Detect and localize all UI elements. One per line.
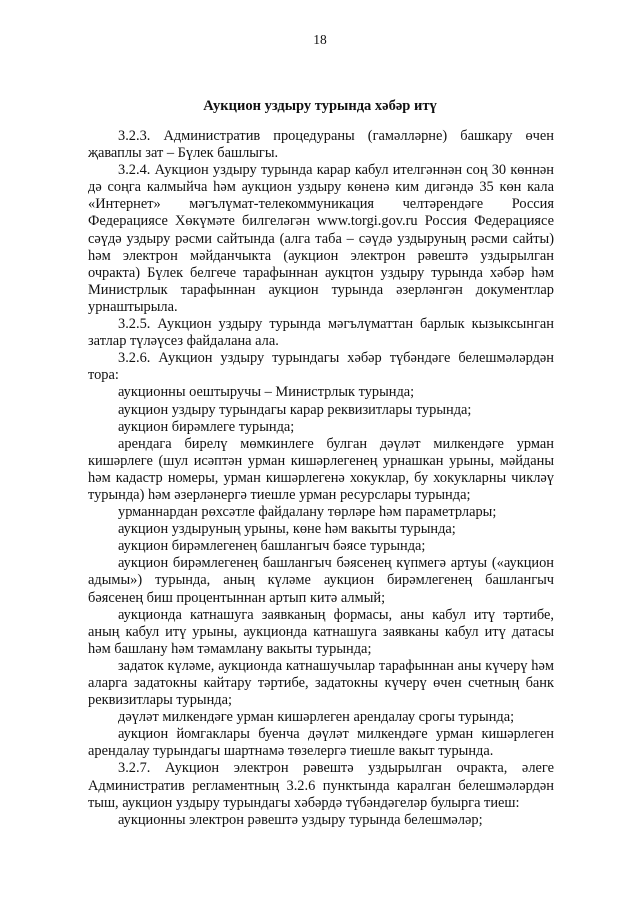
list-item-electronic-auction: аукционны электрон рәвештә уздыру турында белешмәләр;	[118, 811, 483, 828]
list-item-organizer: аукционны оештыручы – Министрлык турында;	[118, 384, 415, 401]
list-item-contract-time: аукцион йомгаклары буенча дәүләт милкендәге урман кишәрлеген арендалау турындагы шартнамә төзелергә тиешле вакыт турында.	[88, 726, 554, 760]
list-item-lease-term: дәүләт милкендәге урман кишәрлеген арендалау срогы турында;	[118, 709, 515, 726]
document-body	[88, 128, 554, 829]
list-item-starting-price: аукцион бирәмлегенең башлангыч бәясе турында;	[118, 538, 426, 555]
list-item-decision-details: аукцион уздыру турындагы карар реквизитлары турында;	[118, 401, 472, 418]
list-item-application-form: аукционда катнашуга заявканың формасы, аны кабул итү тәртибе, аның кабул итү урыны, аукционда катнашуга заявканы кабул итү датасы һәм башлану һәм тәмамлану вакыты турында;	[88, 606, 554, 657]
section-heading: Аукцион уздыру турында хәбәр итү	[203, 98, 437, 114]
list-item-auction-step: аукцион бирәмлегенең башлангыч бәясенең күпмегә артуы («аукцион адымы») турында, аның күләме аукцион бирәмлегенең башлангыч бәясенең биш процентыннан артып китә алмый;	[88, 555, 554, 606]
paragraph-3-2-7: 3.2.7. Аукцион электрон рәвештә уздырылган очракта, әлеге Административ регламентның 3.2.6 пунктында каралган белешмәләрдән тыш, аукцион уздыру турындагы хәбәрдә түбәндәгеләр булырга тиеш:	[88, 760, 554, 811]
paragraph-3-2-3: 3.2.3. Административ процедураны (гамәлләрне) башкару өчен җаваплы зат – Бүлек башлыгы.	[88, 128, 554, 162]
list-item-usage-types: урманнардан рөхсәтле файдалану төрләре һәм параметрлары;	[118, 504, 497, 521]
page-number: 18	[313, 32, 327, 47]
paragraph-3-2-5: 3.2.5. Аукцион уздыру турында мәгълүматтан барлык кызыксынган затлар түләүсез файдалана ала.	[88, 316, 554, 350]
list-item-deposit: задаток күләме, аукционда катнашучылар тарафыннан аны күчерү һәм аларга задатокны кайтару тәртибе, задатокны күчерү өчен счетның банк реквизитлары турында;	[88, 657, 554, 709]
list-item-forest-plot: арендага бирелү мөмкинлеге булган дәүләт милкендәге урман кишәрлеге (шул исәптән урман кишәрлегенең урнашкан урыны, мәйданы һәм кадастр номеры, урман кишәрлегенә хокуклар, бу хокукларны чикләү турында) һәм әзерләнергә тиешле урман ресурслары турында;	[88, 435, 554, 503]
list-item-place-date-time: аукцион уздыруның урыны, көне һәм вакыты турында;	[118, 521, 456, 538]
list-item-lot: аукцион бирәмлеге турында;	[118, 418, 295, 435]
paragraph-3-2-6: 3.2.6. Аукцион уздыру турындагы хәбәр түбәндәге белешмәләрдән тора:	[88, 350, 554, 384]
paragraph-3-2-4: 3.2.4. Аукцион уздыру турында карар кабул ителгәннән соң 30 көннән дә соңга калмыйча һәм аукцион уздыру көненә ким дигәндә 35 көн кала «Интернет» мәгълүмат-телекоммуникация челтәрендәге Россия Федерациясе Хөкүмәте билгеләгән www.torgi.gov.ru Россия Федерациясе сәүдә уздыру рәсми сайтында (алга таба – сәүдә уздыруның рәсми сайты) һәм электрон мәйданчыкта (аукцион электрон рәвештә уздырылган очракта) Бүлек белгече тарафыннан аукцтон уздыру турында хәбәр һәм Министрлык тарафыннан аукцион турында әзерләнгән документлар урнаштырыла.	[88, 162, 554, 315]
